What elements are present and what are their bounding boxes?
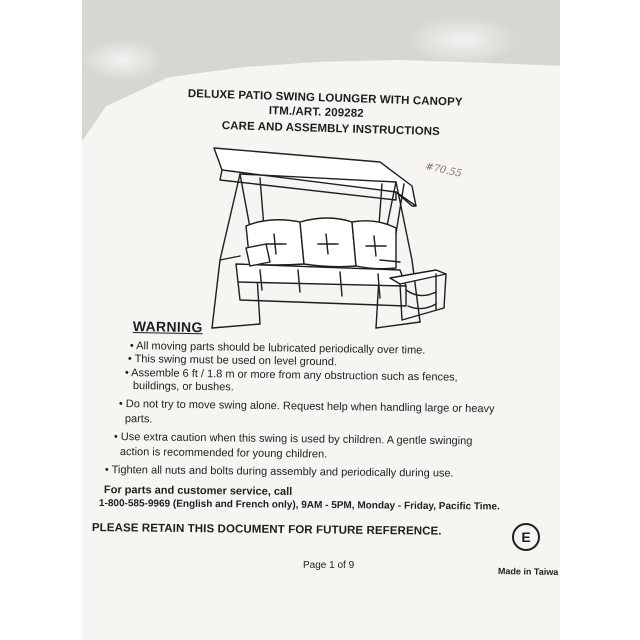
service-phone: 1-800-585-9969 (English and French only), 9AM - 5PM, Monday - Friday, Pacific Time. [98, 498, 500, 513]
bullet-clearance: • Assemble 6 ft / 1.8 m or more from any obstruction such as fences, [124, 367, 458, 384]
service-intro: For parts and customer service, call [103, 484, 293, 498]
bullet-level-ground: • This swing must be used on level ground. [127, 353, 338, 369]
e-logo-mark [512, 523, 540, 551]
frame-leg-left [212, 174, 240, 328]
document-subtitle: CARE AND ASSEMBLY INSTRUCTIONS [221, 120, 441, 139]
made-in-label: Made in Taiwa [497, 566, 559, 578]
bullet-children-cont: action is recommended for young children. [119, 446, 328, 461]
cushion-2 [300, 218, 356, 267]
retain-notice: PLEASE RETAIN THIS DOCUMENT FOR FUTURE REFERENCE. [91, 522, 442, 538]
page-number: Page 1 of 9 [303, 560, 355, 571]
bullet-tighten: • Tighten all nuts and bolts during assembly and periodically during use. [104, 464, 454, 480]
item-number: ITM./ART. 209282 [268, 105, 364, 120]
e-logo-letter: E [521, 529, 531, 545]
swing-illustration [200, 140, 450, 340]
bullet-move-alone: • Do not try to move swing alone. Request help when handling large or heavy [118, 398, 495, 416]
warning-heading: WARNING [132, 318, 203, 336]
bullet-children: • Use extra caution when this swing is used by children. A gentle swinging [113, 431, 473, 448]
handwritten-price-note: #70.55 [424, 161, 463, 180]
document-title: DELUXE PATIO SWING LOUNGER WITH CANOPY [187, 88, 463, 109]
bullet-move-alone-cont: parts. [124, 413, 153, 426]
bullet-lubrication: • All moving parts should be lubricated periodically over time. [129, 340, 426, 357]
bullet-clearance-cont: buildings, or bushes. [132, 380, 234, 394]
